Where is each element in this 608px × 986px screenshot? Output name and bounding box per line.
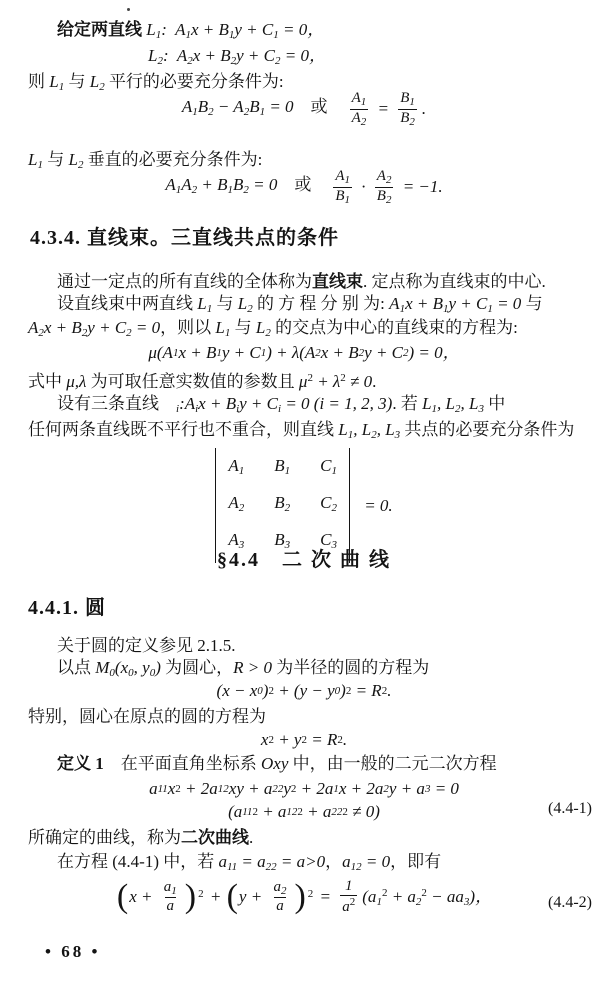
fraction-denominator: $B_2$ <box>376 187 392 206</box>
exponent: 2 <box>307 888 314 900</box>
para-pencil-equations-1: 设直线束中两直线 L1 与 L2 的 方 程 分 别 为: A1x + B1y + C1 = 0 与 <box>57 294 543 315</box>
para-pencil-definition: 通过一定点的所有直线的全体称为直线束. 定点称为直线束的中心. <box>57 272 546 291</box>
matrix-cell: C3 <box>320 530 337 551</box>
matrix-cell: A1 <box>228 456 245 477</box>
fraction <box>398 90 417 128</box>
determinant-matrix <box>215 448 350 563</box>
fraction-denominator: a <box>166 898 175 915</box>
fraction <box>162 879 179 916</box>
equation-pencil: μ(A 1 x + B 1 y + C 1 ) + λ(A 2 x + B 2 y + C 2 ) = 0， <box>148 343 460 362</box>
matrix-cell: A2 <box>228 493 245 514</box>
line-curve-name: 所确定的曲线，称为二次曲线. <box>28 828 254 847</box>
equation-general-quadratic: a 11 x 2 + 2a 12 xy + a 22 y 2 + 2a 1 x + 2a 2 y + a 3 = 0 <box>149 779 459 798</box>
equation-text: = <box>315 887 336 907</box>
fraction-numerator: $a_2$ <box>273 878 287 897</box>
open-paren: ( <box>226 877 238 915</box>
fraction-numerator: $A_2$ <box>376 168 392 186</box>
section-heading-4-3-4: 4.3.4. 直线束。三直线共点的条件 <box>30 227 339 249</box>
equation-perpendicular-condition <box>0 168 608 206</box>
fraction-numerator: $a_1$ <box>163 878 177 897</box>
line-in-equation-441: 在方程 (4.4-1) 中，若 a11 = a22 = a>0，a12 = 0，即有 <box>57 852 442 873</box>
para-pencil-equations-2: A2x + B2y + C2 = 0，则以 L1 与 L2 的交点为中心的直线束的方程为: <box>28 318 518 339</box>
equation-4-4-2 <box>0 878 608 917</box>
matrix-cell: C2 <box>320 493 337 514</box>
equation-parallel-condition <box>0 90 608 128</box>
exponent: 2 <box>198 888 204 900</box>
para-definition-1: 定义 1 在平面直角坐标系 Oxy 中，由一般的二元二次方程 <box>57 754 497 773</box>
fraction-numerator: 1 <box>345 878 353 894</box>
fraction <box>271 879 288 916</box>
close-paren: ) <box>294 877 306 915</box>
equation-circle-origin: x 2 + y 2 = R 2 . <box>260 730 348 749</box>
line-mu-lambda-note: 式中 μ,λ 为可取任意实数值的参数且 $\mu^2 + \lambda^2 \ne 0$. <box>28 372 377 391</box>
page-number: • 68 • <box>45 942 101 961</box>
equation-text: $(a1^2 + a2^2 - aa3)$， <box>362 886 493 908</box>
fraction-denominator: $B_1$ <box>335 187 351 206</box>
equation-text: x + <box>129 887 157 907</box>
equation-condition-441: (a 11 2 + a 12 2 + a 22 2 ≠ 0) <box>228 802 380 821</box>
close-paren: ) <box>184 877 197 915</box>
para-three-lines-2: 任何两条直线既不平行也不重合，则直线 L1, L2, L3 共点的必要充分条件为 <box>28 420 575 441</box>
scan-speck <box>127 8 130 11</box>
fraction <box>340 878 357 917</box>
line-circle-center: 以点 M0(x0, y0) 为圆心，R > 0 为半径的圆的方程为 <box>57 658 430 679</box>
equation-text: y + <box>238 887 267 907</box>
fraction-numerator: $A_1$ <box>351 90 367 108</box>
section-heading-4-4-1: 4.4.1. 圆 <box>28 597 106 619</box>
fraction <box>350 90 369 128</box>
equation-tag-441: (4.4-1) <box>548 800 592 817</box>
line-special-case: 特别，圆心在原点的圆的方程为 <box>28 707 266 726</box>
equation-text: = <box>373 99 394 119</box>
line-parallel-intro: 则 L1 与 L2 平行的必要充分条件为: <box>28 72 284 93</box>
fraction-denominator: $a^2$ <box>342 896 356 916</box>
open-paren: ( <box>116 877 129 915</box>
fraction-denominator: $B_2$ <box>400 109 415 128</box>
fraction <box>333 168 352 206</box>
line-given-l1: 给定两直线 L1: A1x + B1y + C1 = 0， <box>57 20 325 41</box>
matrix-cell: B2 <box>274 493 291 514</box>
equation-text: · <box>357 177 370 197</box>
matrix-cell: B1 <box>274 456 291 477</box>
matrix-cell: A3 <box>228 530 245 551</box>
para-three-lines-1: 设有三条直线 i:Aix + Biy + Ci = 0 (i = 1, 2, 3). 若 L1, L2, L3 中 <box>57 394 506 415</box>
fraction-numerator: $A_1$ <box>335 168 351 186</box>
fraction <box>375 168 394 206</box>
equation-circle-general: (x − x 0 ) 2 + (y − y 0 ) 2 = R 2 . <box>216 681 392 700</box>
fraction-denominator: a <box>276 898 284 915</box>
matrix-cell: C1 <box>320 456 337 477</box>
determinant-rhs: = 0. <box>359 495 393 515</box>
line-circle-reference: 关于圆的定义参见 2.1.5. <box>57 636 236 655</box>
equation-text: A1A2 + B1B2 = 0 或 <box>165 174 329 196</box>
fraction-denominator: $A_2$ <box>351 109 367 128</box>
line-given-l2: L2: A2x + B2y + C2 = 0， <box>148 46 326 67</box>
fraction-numerator: $B_1$ <box>400 90 415 108</box>
equation-text: = −1. <box>398 177 443 197</box>
equation-tag-442: (4.4-2) <box>548 894 592 911</box>
equation-text: . <box>421 99 427 119</box>
equation-determinant <box>0 448 608 563</box>
equation-text: A1B2 − A2B1 = 0 或 <box>181 96 345 118</box>
section-heading-4-4: §4.4 二 次 曲 线 <box>217 549 391 571</box>
matrix-cell: B3 <box>274 530 291 551</box>
line-perpendicular-intro: L1 与 L2 垂直的必要充分条件为: <box>28 150 263 171</box>
equation-text: + <box>205 887 226 907</box>
